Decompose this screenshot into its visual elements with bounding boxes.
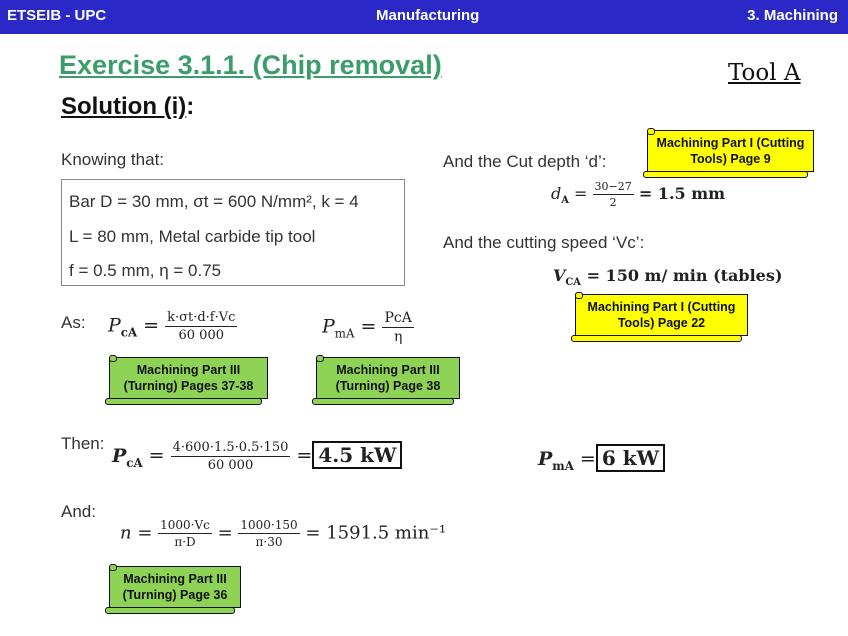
given-line-1: Bar D = 30 mm, σt = 600 N/mm², k = 4 xyxy=(69,192,359,211)
rpm-symbol: n xyxy=(120,522,132,544)
pma-numerator: PcA xyxy=(384,310,412,326)
cut-depth-fraction xyxy=(593,180,634,209)
pca-computation-fraction xyxy=(171,440,291,473)
cut-depth-numerator: 30−27 xyxy=(594,180,632,193)
cutting-speed-formula: $V_{CA} = 150$ m/ min (tables) xyxy=(553,266,783,289)
cutting-speed-result: = 150 m/ min (tables) xyxy=(586,266,783,285)
pca-fraction xyxy=(165,310,237,343)
pma-subscript-2: mA xyxy=(552,458,574,473)
given-line-2: L = 80 mm, Metal carbide tip tool xyxy=(69,227,316,246)
reference-turning-37-38: Machining Part III (Turning) Pages 37-38 xyxy=(109,357,268,399)
tool-label: Tool A xyxy=(728,60,801,86)
pma-symbol: P xyxy=(322,315,335,338)
pca-computation-denominator: 60 000 xyxy=(207,458,254,473)
pma-subscript: mA xyxy=(334,326,355,341)
header-right: 3. Machining xyxy=(747,7,838,24)
reference-cutting-tools-9: Machining Part I (Cutting Tools) Page 9 xyxy=(647,130,814,172)
reference-turning-36: Machining Part III (Turning) Page 36 xyxy=(109,566,241,608)
knowing-text: Knowing that: xyxy=(61,150,165,169)
rpm-numerator-2: 1000·150 xyxy=(240,518,298,532)
solution-colon: : xyxy=(186,93,195,120)
pca-formula: $P_{cA}$ = $\frac{k\cdot\sigma t\cdot d\cdot f\cdot Vc}{60 000}$ xyxy=(108,310,236,343)
rpm-denominator-2: π·30 xyxy=(255,535,283,549)
given-line-3: f = 0.5 mm, η = 0.75 xyxy=(69,261,222,280)
pma-symbol-2: P xyxy=(538,448,553,470)
cutting-speed-label: And the cutting speed ‘Vc’: xyxy=(443,233,645,252)
pca-computation-numerator: 4·600·1.5·0.5·150 xyxy=(172,440,289,455)
cut-depth-result: = 1.5 mm xyxy=(638,184,726,203)
rpm-numerator-1: 1000·Vc xyxy=(160,518,210,532)
reference-turning-38: Machining Part III (Turning) Page 38 xyxy=(316,357,460,399)
pma-result-box: 6 kW xyxy=(596,444,665,472)
rpm-denominator-1: π·D xyxy=(174,535,196,549)
pca-subscript: cA xyxy=(120,325,138,340)
header-left: ETSEIB - UPC xyxy=(7,7,107,24)
pma-denominator: η xyxy=(393,329,403,345)
rpm-formula: n = $\frac{1000\cdot Vc}{\pi\cdot D}$ = $\frac{1000\cdot 150}{\pi\cdot 30}$ = 1591.5 min⁻¹ xyxy=(120,518,447,549)
rpm-fraction-1 xyxy=(158,518,212,549)
solution-heading xyxy=(61,93,194,121)
cut-depth-denominator: 2 xyxy=(609,196,617,209)
pca-subscript-2: cA xyxy=(126,455,143,470)
pma-fraction xyxy=(382,310,413,345)
and-label: And: xyxy=(61,502,96,521)
header-center: Manufacturing xyxy=(376,7,480,24)
pca-numerator: k·σt·d·f·Vc xyxy=(167,310,236,325)
pma-formula: $P_{mA}$ = $\frac{\text{PcA}}{\eta}$ xyxy=(322,310,412,345)
exercise-title: Exercise 3.1.1. (Chip removal) xyxy=(59,50,442,80)
pca-symbol-2: P xyxy=(112,444,127,467)
cut-depth-label: And the Cut depth ‘d’: xyxy=(443,152,607,171)
pca-symbol: P xyxy=(108,314,121,337)
reference-cutting-tools-22: Machining Part I (Cutting Tools) Page 22 xyxy=(575,294,748,336)
pca-result-box: 4.5 kW xyxy=(312,441,402,469)
then-label: Then: xyxy=(61,434,105,453)
given-data-box xyxy=(61,179,405,286)
header-bar xyxy=(0,0,848,34)
rpm-result: = 1591.5 min⁻¹ xyxy=(305,522,447,544)
solution-label: Solution (i) xyxy=(61,93,187,120)
cut-depth-formula: $d_A$ = $\frac{30-27}{2}$ = 1.5 mm xyxy=(551,180,726,209)
as-label: As: xyxy=(61,313,86,332)
pca-denominator: 60 000 xyxy=(178,328,224,343)
pma-computation: $P_{mA} = 6$ kW xyxy=(538,444,665,473)
rpm-fraction-2 xyxy=(238,518,299,549)
pca-computation: $P_{cA}$ = $\frac{4\cdot 600\cdot 1.5\cdot 0.5\cdot 150}{60 000}$ = 4.5 kW xyxy=(112,440,402,473)
